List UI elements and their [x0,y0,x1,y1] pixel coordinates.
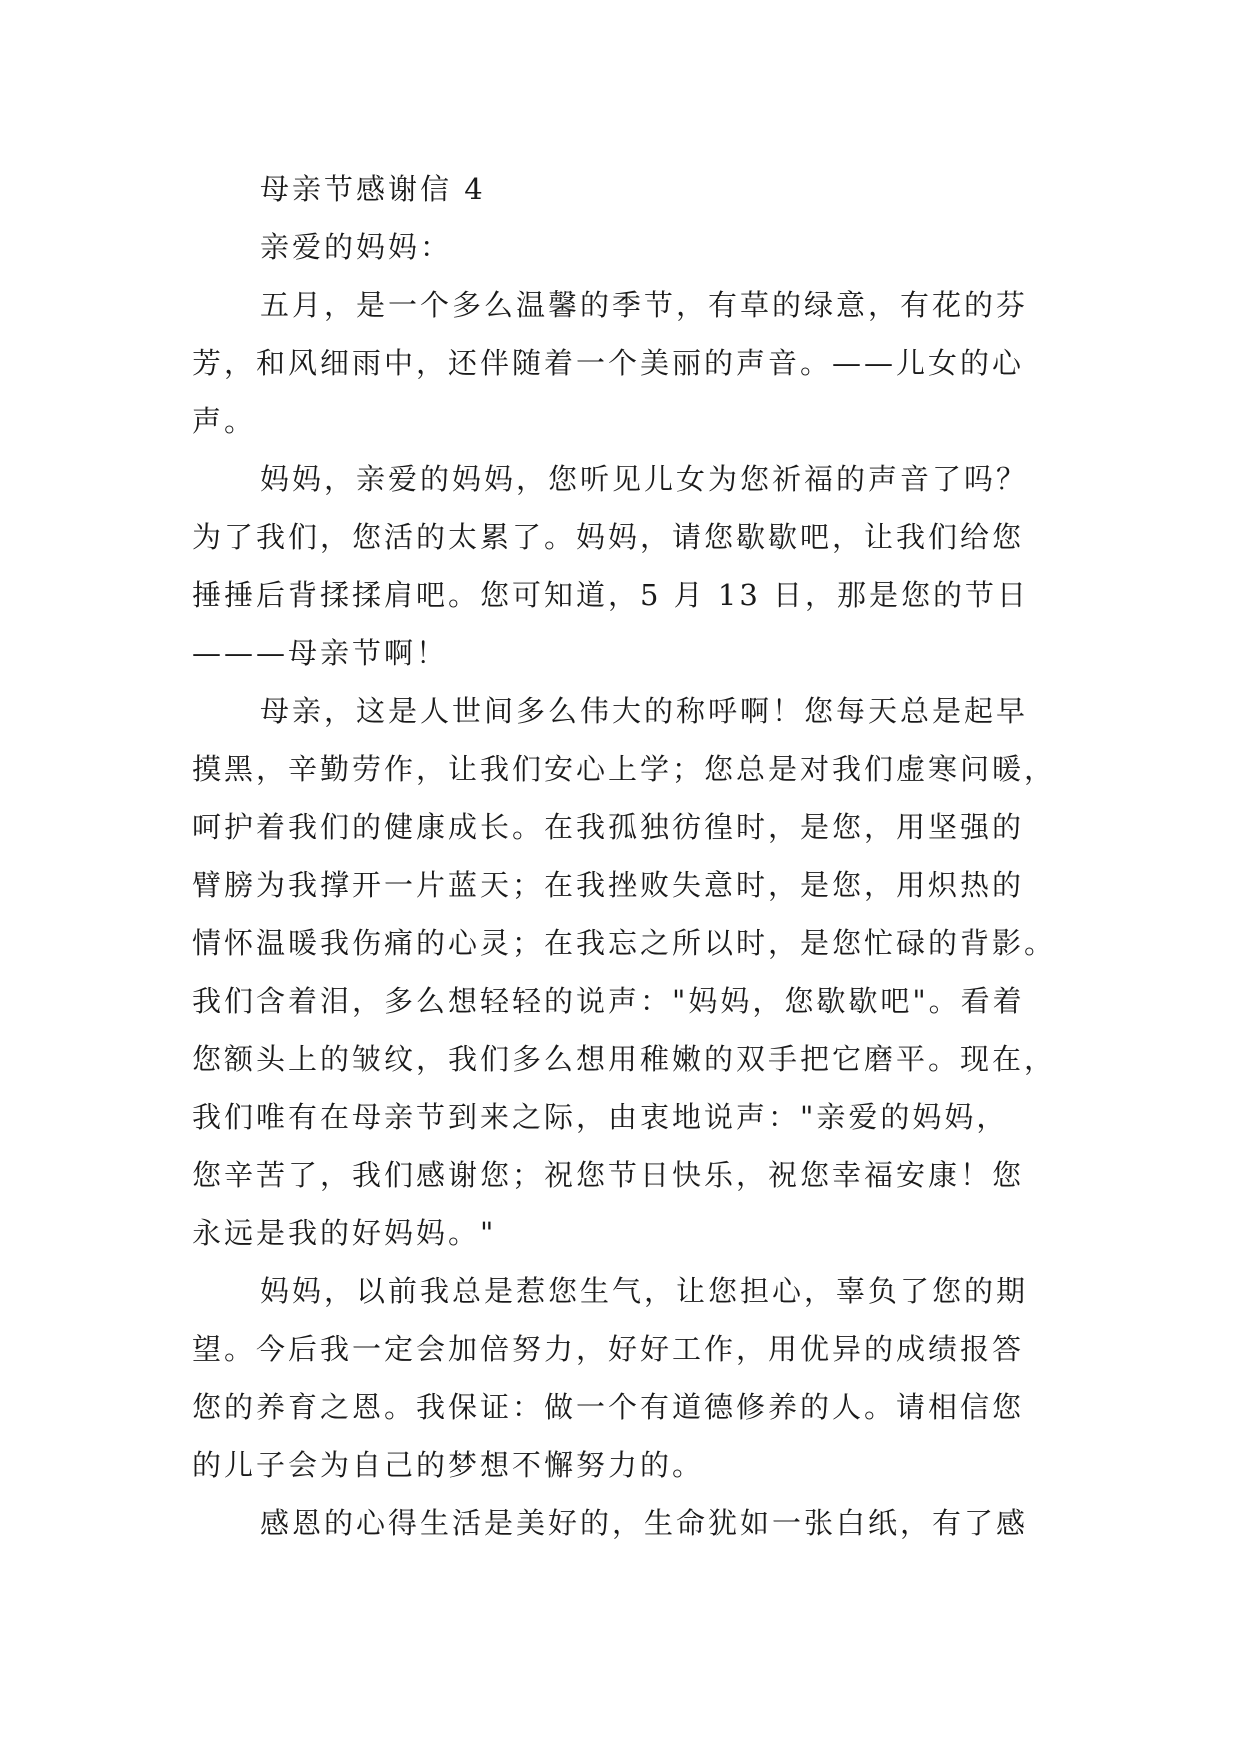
text-line: 声。 [192,404,257,438]
text-line: 捶捶后背揉揉肩吧。您可知道，5 月 13 日，那是您的节日 [192,578,1030,612]
text-line: 望。今后我一定会加倍努力，好好工作，用优异的成绩报答 [192,1332,1025,1366]
text-line: 感恩的心得生活是美好的，生命犹如一张白纸，有了感 [260,1506,1029,1540]
text-line: 芳，和风细雨中，还伴随着一个美丽的声音。——儿女的心 [192,346,1025,380]
text-line: 母亲，这是人世间多么伟大的称呼啊！您每天总是起早 [260,694,1029,728]
letter-title: 母亲节感谢信 4 [260,172,486,206]
text-line: 的儿子会为自己的梦想不懈努力的。 [192,1448,705,1482]
text-line: 臂膀为我撑开一片蓝天；在我挫败失意时，是您，用炽热的 [192,868,1025,902]
text-line: 您辛苦了，我们感谢您；祝您节日快乐，祝您幸福安康！您 [192,1158,1025,1192]
text-line: 您的养育之恩。我保证：做一个有道德修养的人。请相信您 [192,1390,1025,1424]
text-line: 为了我们，您活的太累了。妈妈，请您歇歇吧，让我们给您 [192,520,1025,554]
text-line: 情怀温暖我伤痛的心灵；在我忘之所以时，是您忙碌的背影。 [192,926,1057,960]
text-line: 呵护着我们的健康成长。在我孤独彷徨时，是您，用坚强的 [192,810,1025,844]
letter-body [192,160,1060,1552]
text-line: 摸黑，辛勤劳作，让我们安心上学；您总是对我们虚寒问暖， [192,752,1057,786]
text-line: 我们含着泪，多么想轻轻的说声："妈妈，您歇歇吧"。看着 [192,984,1025,1018]
letter-salutation: 亲爱的妈妈： [260,230,453,264]
text-line: 永远是我的好妈妈。" [192,1216,497,1250]
text-line: 妈妈，以前我总是惹您生气，让您担心，辜负了您的期 [260,1274,1029,1308]
text-line: 我们唯有在母亲节到来之际，由衷地说声："亲爱的妈妈， [192,1100,1009,1134]
text-line: 妈妈，亲爱的妈妈，您听见儿女为您祈福的声音了吗？ [260,462,1029,496]
text-line: ———母亲节啊！ [192,636,449,670]
text-line: 您额头上的皱纹，我们多么想用稚嫩的双手把它磨平。现在， [192,1042,1057,1076]
text-line: 五月，是一个多么温馨的季节，有草的绿意，有花的芬 [260,288,1029,322]
